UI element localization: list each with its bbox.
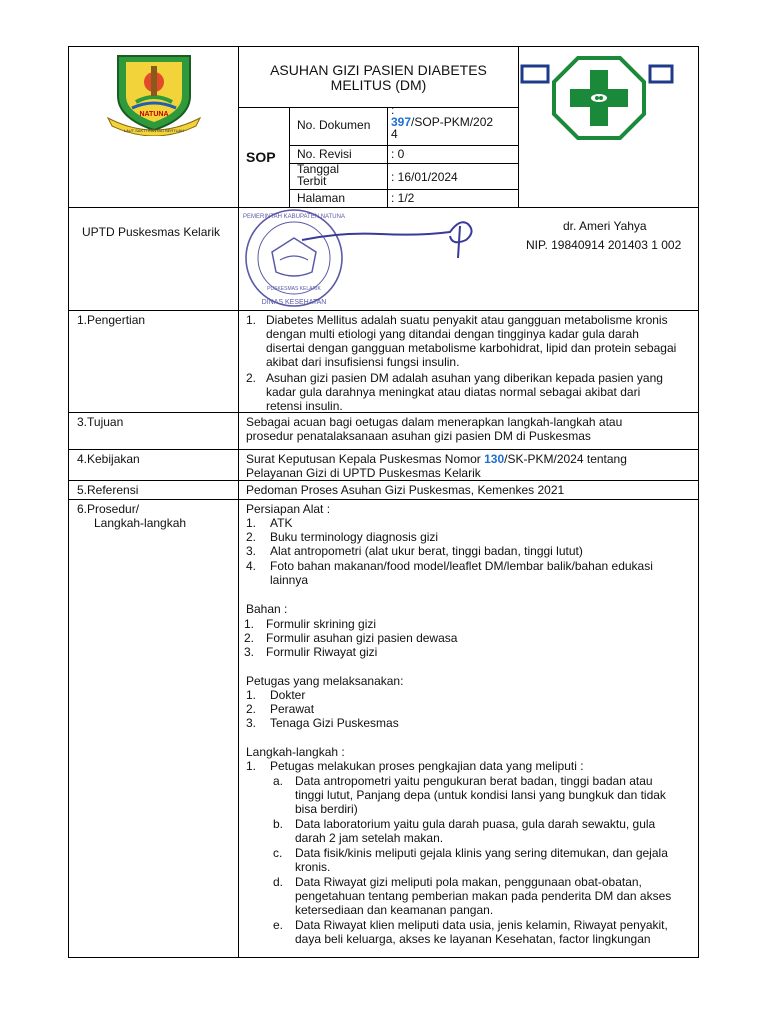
- petugas-item: Perawat: [270, 702, 315, 716]
- title-line-1: ASUHAN GIZI PASIEN DIABETES: [270, 62, 487, 78]
- text-line: pengetahuan tentang pemberian makan pada penderita DM dan akses: [295, 889, 672, 903]
- pengertian-item-2: [266, 371, 690, 413]
- text-line: Data fisik/kinis meliputi gejala klinis yang sering ditemukan, dan gejala: [295, 846, 668, 860]
- row-line: [68, 499, 699, 500]
- langkah-item: Petugas melakukan proses pengkajian data yang meliputi :: [270, 759, 584, 773]
- text-line: tinggi lutut, Panjang depa (untuk kondisi lansi yang bungkuk dan tidak: [295, 788, 666, 802]
- langkah-title: Langkah-langkah :: [246, 745, 345, 759]
- stamp-top-text: PEMERINTAH KABUPATEN NATUNA: [243, 214, 345, 220]
- text-line: akibat dari insufisiensi fungsi insulin.: [266, 355, 460, 369]
- alat-item: [270, 559, 690, 587]
- row-line: [68, 480, 699, 481]
- alat-num: 1.: [246, 516, 257, 530]
- text-line: Asuhan gizi pasien DM adalah asuhan yang diberikan kepada pasien yang: [266, 371, 663, 385]
- alat-num: 4.: [246, 559, 257, 573]
- bahan-item: Formulir asuhan gizi pasien dewasa: [266, 631, 458, 645]
- row-line: [289, 145, 518, 146]
- section-label-kebijakan: 4.Kebijakan: [77, 452, 140, 466]
- doc-number-label: No. Dokumen: [297, 118, 371, 132]
- bahan-item: Formulir skrining gizi: [266, 617, 377, 631]
- section-label-tujuan: 3.Tujuan: [77, 415, 124, 429]
- column-divider: [238, 46, 239, 958]
- sub-letter: a.: [273, 774, 284, 788]
- revision-value: : 0: [391, 147, 405, 161]
- sub-item: [295, 875, 690, 917]
- row-line: [289, 189, 518, 190]
- document-title: [239, 63, 518, 93]
- tujuan-text: [246, 415, 690, 443]
- text-line: Pelayanan Gizi di UPTD Puskesmas Kelarik: [246, 466, 481, 480]
- text-line: daya beli keluarga, akses ke layanan Kesehatan, factor lingkungan: [295, 932, 651, 946]
- stamp-middle-text: PUSKESMAS KELARIK: [267, 286, 321, 292]
- text-line: Data Riwayat klien meliputi data usia, jenis kelamin, Riwayat penyakit,: [295, 918, 668, 932]
- text-line: Data antropometri yaitu pengukuran berat badan, tinggi badan atau: [295, 774, 653, 788]
- sub-item: [295, 846, 690, 874]
- alat-title: Persiapan Alat :: [246, 502, 331, 516]
- sub-item: [295, 817, 690, 845]
- sub-item: [295, 774, 690, 816]
- section-label-referensi: 5.Referensi: [77, 483, 139, 497]
- doc-number-colon: :: [391, 103, 395, 117]
- alat-item: Buku terminology diagnosis gizi: [270, 530, 439, 544]
- referensi-text: Pedoman Proses Asuhan Gizi Puskesmas, Kemenkes 2021: [246, 483, 565, 497]
- text-line: retensi insulin.: [266, 399, 343, 413]
- pengertian-item-1: [266, 313, 690, 369]
- kebijakan-text: [246, 452, 690, 480]
- header-right-divider: [518, 46, 519, 207]
- petugas-num: 1.: [246, 688, 257, 702]
- stamp-bottom-text: DINAS KESEHATAN: [261, 299, 327, 306]
- text-line: dengan multi etiologi yang ditandai dengan tingginya kadar gula darah: [266, 327, 639, 341]
- text-line: Foto bahan makanan/food model/leaflet DM/lembar balik/bahan edukasi: [270, 559, 653, 573]
- doc-number-rest: /SOP-PKM/202: [411, 115, 494, 129]
- sub-item: [295, 918, 690, 946]
- logo-left-motto: LAUT SAKTI RANTAU BERTUAH: [123, 128, 185, 133]
- issue-date-label: [297, 163, 339, 187]
- issue-date-label-2: Terbit: [297, 174, 327, 188]
- page-label: Halaman: [297, 191, 346, 205]
- prosedur-label-2: Langkah-langkah: [94, 516, 187, 530]
- decree-number: 130: [484, 452, 505, 466]
- revision-label: No. Revisi: [297, 147, 352, 161]
- section-label-pengertian: 1.Pengertian: [77, 313, 146, 327]
- row-line: [68, 449, 699, 450]
- logo-left-text: NATUNA: [139, 111, 169, 118]
- sop-label: SOP: [246, 149, 276, 165]
- text-line: ketersediaan dan keamanan pangan.: [295, 903, 494, 917]
- signer-nip: NIP. 19840914 201403 1 002: [526, 238, 682, 252]
- text-line: kronis.: [295, 860, 331, 874]
- page-value: : 1/2: [391, 191, 415, 205]
- sop-divider: [289, 107, 290, 207]
- pengertian-num-2: 2.: [246, 371, 257, 385]
- row-line: [68, 207, 699, 208]
- bahan-num: 3.: [244, 645, 255, 659]
- sub-letter: c.: [273, 846, 283, 860]
- issue-date-label-1: Tanggal: [297, 162, 340, 176]
- pengertian-num-1: 1.: [246, 313, 257, 327]
- natuna-regency-logo: [106, 52, 202, 136]
- text-line: darah 2 jam setelah makan.: [295, 831, 444, 845]
- doc-number-highlight: 397: [391, 115, 412, 129]
- text-line: Data Riwayat gizi meliputi pola makan, penggunaan obat-obatan,: [295, 875, 642, 889]
- title-line-2: MELITUS (DM): [330, 77, 427, 93]
- text-line: Diabetes Mellitus adalah suatu penyakit atau gangguan metabolisme kronis: [266, 313, 668, 327]
- petugas-num: 2.: [246, 702, 257, 716]
- bahan-num: 1.: [244, 617, 255, 631]
- alat-item: ATK: [270, 516, 293, 530]
- meta-divider: [387, 107, 388, 207]
- text-line: kadar gula darahnya meningkat atau diatas normal sebagai akibat dari: [266, 385, 641, 399]
- bahan-num: 2.: [244, 631, 255, 645]
- text-line: bisa berdiri): [295, 802, 358, 816]
- alat-num: 3.: [246, 544, 257, 558]
- section-label-prosedur: [77, 502, 186, 530]
- bahan-item: Formulir Riwayat gizi: [266, 645, 378, 659]
- signer-name: dr. Ameri Yahya: [563, 219, 647, 233]
- doc-number-rest2: 4: [391, 127, 398, 141]
- text-line: disertai dengan gangguan metabolisme karbohidrat, lipid dan protein sebagai: [266, 341, 677, 355]
- text-line: lainnya: [270, 573, 309, 587]
- text-line: Data laboratorium yaitu gula darah puasa, gula darah sewaktu, gula: [295, 817, 656, 831]
- doc-number-value: [391, 104, 493, 140]
- alat-item: Alat antropometri (alat ukur berat, tinggi badan, tinggi lutut): [270, 544, 583, 558]
- text-line: prosedur penatalaksanaan asuhan gizi pasien DM di Puskesmas: [246, 429, 591, 443]
- prosedur-label-1: 6.Prosedur/: [77, 502, 140, 516]
- petugas-title: Petugas yang melaksanakan:: [246, 674, 404, 688]
- issue-date-value: : 16/01/2024: [391, 170, 458, 184]
- petugas-num: 3.: [246, 716, 257, 730]
- text-span: /SK-PKM/2024 tentang: [504, 452, 627, 466]
- langkah-num: 1.: [246, 759, 257, 773]
- text-line: Sebagai acuan bagi oetugas dalam menerapkan langkah-langkah atau: [246, 415, 623, 429]
- puskesmas-logo: [520, 52, 680, 142]
- bahan-title: Bahan :: [246, 602, 288, 616]
- sub-letter: b.: [273, 817, 284, 831]
- petugas-item: Dokter: [270, 688, 306, 702]
- row-line: [68, 310, 699, 311]
- alat-num: 2.: [246, 530, 257, 544]
- sub-letter: d.: [273, 875, 284, 889]
- sub-letter: e.: [273, 918, 284, 932]
- text-span: Surat Keputusan Kepala Puskesmas Nomor: [246, 452, 485, 466]
- organization-name: UPTD Puskesmas Kelarik: [82, 225, 221, 239]
- petugas-item: Tenaga Gizi Puskesmas: [270, 716, 399, 730]
- signature: [300, 210, 500, 260]
